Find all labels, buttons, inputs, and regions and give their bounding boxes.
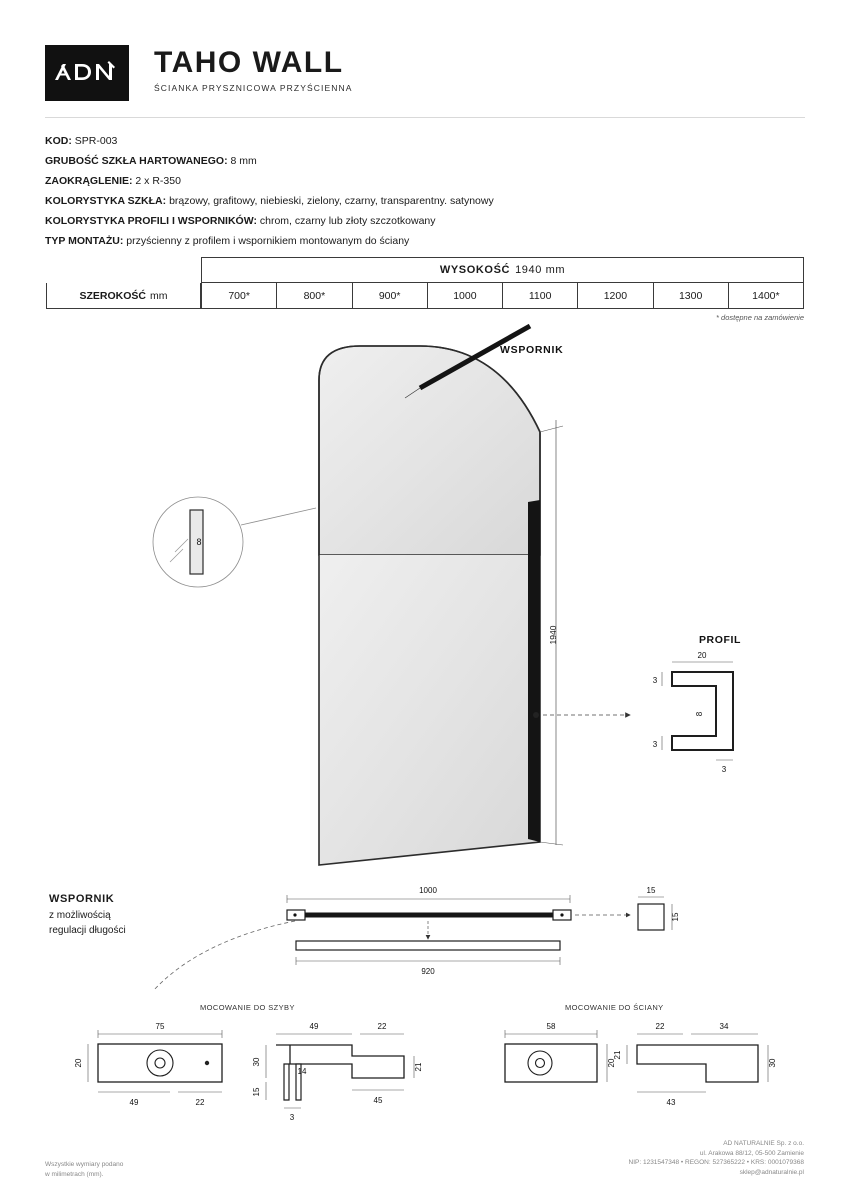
spec-value: chrom, czarny lub złoty szczotkowany xyxy=(259,215,436,227)
support-screw-left xyxy=(293,913,296,916)
support-callout-curve xyxy=(135,921,295,990)
table-row: 1000 xyxy=(428,283,503,309)
adn-logo-icon xyxy=(52,58,122,88)
profil-title: PROFIL xyxy=(698,634,742,646)
width-unit: mm xyxy=(150,289,168,302)
gm-dim-21-label: 21 xyxy=(414,1062,423,1072)
table-height-header xyxy=(201,257,804,283)
support-bar-bottom xyxy=(296,941,560,950)
footer-ids: NIP: 1231547348 • REGON: 527365222 • KRS: 0001079368 xyxy=(628,1159,804,1166)
height-value: 1940 mm xyxy=(515,264,566,276)
table-corner-spacer xyxy=(46,257,201,283)
table-width-header xyxy=(46,283,201,309)
gm-dim-49-label: 49 xyxy=(309,1022,319,1031)
gl-dim-22-label: 22 xyxy=(195,1098,205,1107)
table-row: 800* xyxy=(277,283,352,309)
spec-value: brązowy, grafitowy, niebieski, zielony, czarny, transparentny. satynowy xyxy=(169,195,494,207)
wall-profile-strip xyxy=(528,500,540,842)
profile-dim-inner-label: 8 xyxy=(695,711,704,717)
spec-value: 8 mm xyxy=(230,155,257,167)
glass-mount-screw xyxy=(205,1061,209,1065)
gm-dim-3-label: 3 xyxy=(289,1113,295,1122)
footer-email: sklep@adnaturalnie.pl xyxy=(739,1168,804,1176)
footer-note-line2: w milimetrach (mm). xyxy=(45,1171,104,1178)
gl-dim-49-label: 49 xyxy=(129,1098,139,1107)
wall-mount-side xyxy=(637,1045,758,1082)
support-bar-top xyxy=(305,913,553,918)
table-row: 1400* xyxy=(729,283,804,309)
profile-dim-bottom-label: 3 xyxy=(721,765,727,774)
page-subtitle: ŚCIANKA PRYSZNICOWA PRZYŚCIENNA xyxy=(154,82,353,93)
spec-value: przyścienny z profilem i wspornikiem montowanym do ściany xyxy=(126,235,410,247)
height-label: WYSOKOŚĆ xyxy=(439,264,511,276)
glass-thickness-label: 8 xyxy=(196,537,202,547)
table-row: 700* xyxy=(201,283,277,309)
glass-panel-body-fill xyxy=(319,555,540,865)
footer-note-line1: Wszystkie wymiary podano xyxy=(45,1161,124,1168)
support-screw-right xyxy=(560,913,563,916)
wspornik-label: WSPORNIK xyxy=(500,344,564,356)
wall-mount-hole xyxy=(536,1059,545,1068)
height-dim-label: 1940 xyxy=(548,625,558,645)
footer-company: AD NATURALNIE Sp. z o.o. xyxy=(723,1140,804,1147)
cap-width-label: 15 xyxy=(646,886,656,895)
footer-address: ul. Arakowa 88/12, 05-500 Zamienie xyxy=(699,1149,804,1157)
table-row: 1100 xyxy=(503,283,578,309)
brand-logo xyxy=(45,45,129,101)
mount-glass-title: MOCOWANIE DO SZYBY xyxy=(200,1003,295,1012)
wl-dim-58-label: 58 xyxy=(546,1022,556,1031)
support-subtitle-line2: regulacji długości xyxy=(49,925,126,936)
profile-callout-dot xyxy=(533,712,539,718)
spec-row xyxy=(45,171,805,191)
glass-mount-hole xyxy=(155,1058,165,1068)
support-section-title: WSPORNIK xyxy=(49,893,115,905)
height-ext-line xyxy=(540,426,563,432)
support-subtitle-line1: z możliwością xyxy=(49,910,111,921)
table-row: 1200 xyxy=(578,283,653,309)
gl-dim-75-label: 75 xyxy=(155,1022,165,1031)
size-table xyxy=(46,257,804,322)
spec-row xyxy=(45,191,805,211)
detail-leader-line xyxy=(241,508,316,525)
spec-label: GRUBOŚĆ SZKŁA HARTOWANEGO: xyxy=(45,155,228,167)
spec-row xyxy=(45,151,805,171)
spec-list xyxy=(45,131,805,251)
support-drawing xyxy=(0,875,849,990)
header-divider xyxy=(45,117,805,118)
width-label: SZEROKOŚĆ xyxy=(79,289,146,302)
spec-row xyxy=(45,131,805,151)
support-cap-section xyxy=(638,904,664,930)
profile-dim-left-top-label: 3 xyxy=(652,676,658,685)
spec-label: KOLORYSTYKA SZKŁA: xyxy=(45,195,167,207)
mount-wall-title: MOCOWANIE DO ŚCIANY xyxy=(565,1003,664,1012)
spec-label: ZAOKRĄGLENIE: xyxy=(45,175,133,187)
support-top-dim-label: 1000 xyxy=(419,886,437,895)
profile-dim-left-bottom-label: 3 xyxy=(652,740,658,749)
page-title: TAHO WALL xyxy=(154,46,344,79)
glass-panel-top xyxy=(319,346,540,555)
mount-details-drawing xyxy=(0,1012,849,1137)
profile-cross-section xyxy=(672,672,733,750)
gl-dim-20-label: 20 xyxy=(74,1058,83,1068)
wr-dim-43-label: 43 xyxy=(666,1098,676,1107)
gm-dim-15-label: 15 xyxy=(252,1087,261,1097)
spec-label: KOLORYSTYKA PROFILI I WSPORNIKÓW: xyxy=(45,215,257,227)
gm-dim-22-label: 22 xyxy=(377,1022,387,1031)
spec-value: SPR-003 xyxy=(74,135,118,147)
table-row: 900* xyxy=(353,283,428,309)
spec-row xyxy=(45,231,805,251)
wr-dim-21-label: 21 xyxy=(613,1050,622,1060)
wr-dim-30-label: 30 xyxy=(768,1058,777,1068)
gm-dim-14-label: 14 xyxy=(297,1067,307,1076)
footer-left xyxy=(45,1160,123,1180)
footer-right xyxy=(629,1139,804,1177)
spec-label: TYP MONTAŻU: xyxy=(45,235,124,247)
gm-dim-45-label: 45 xyxy=(373,1096,383,1105)
height-ext-line xyxy=(540,842,563,845)
profile-dim-top-label: 20 xyxy=(697,651,707,660)
support-bottom-dim-label: 920 xyxy=(421,967,435,976)
table-note: * dostępne na zamówienie xyxy=(716,313,804,322)
wr-dim-34-label: 34 xyxy=(719,1022,729,1031)
main-drawing xyxy=(0,320,849,880)
spec-value: 2 x R-350 xyxy=(135,175,181,187)
table-row: 1300 xyxy=(654,283,729,309)
spec-label: KOD: xyxy=(45,135,72,147)
gm-dim-30-label: 30 xyxy=(252,1057,261,1067)
wr-dim-22-label: 22 xyxy=(655,1022,665,1031)
wl-dim-20-label: 20 xyxy=(607,1058,616,1068)
page-header xyxy=(45,45,805,113)
spec-row xyxy=(45,211,805,231)
cap-height-label: 15 xyxy=(671,912,680,922)
glass-mount-side xyxy=(276,1045,404,1078)
